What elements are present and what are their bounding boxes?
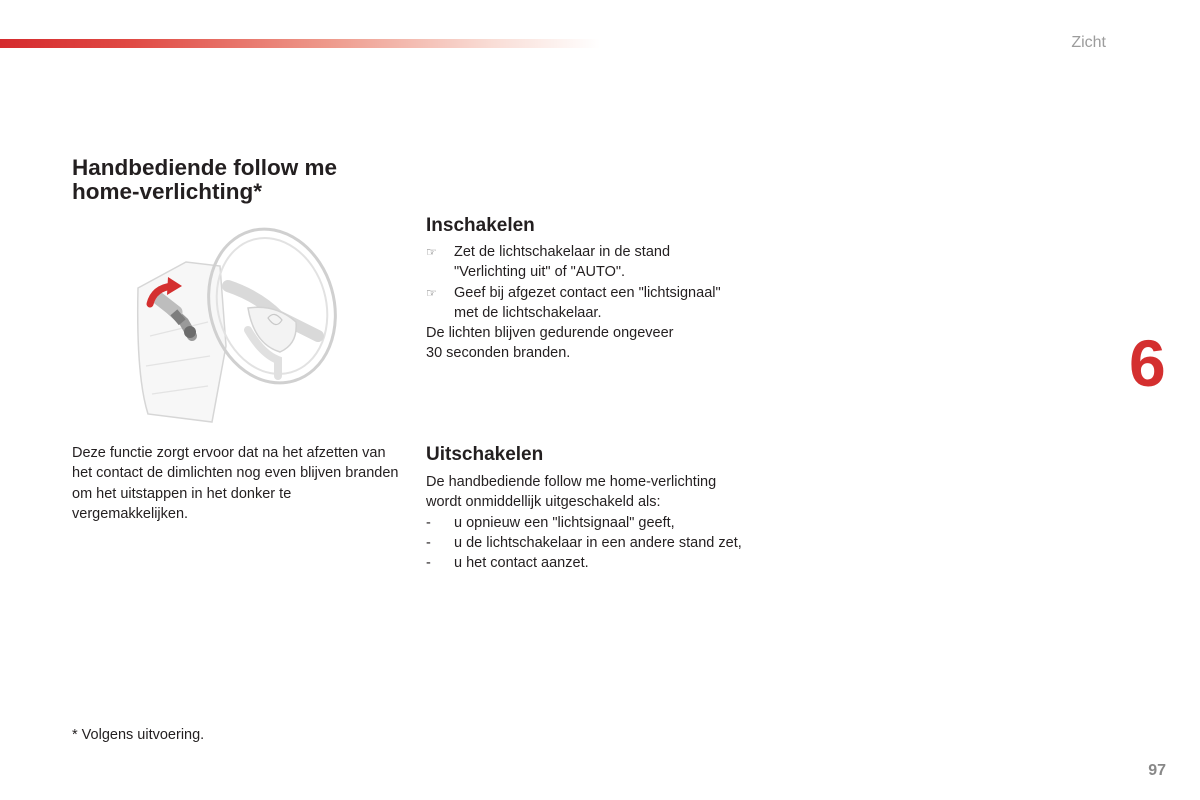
dash-marker: - [426,555,431,572]
intro-line: De handbediende follow me home-verlichting [426,474,717,490]
dash-marker: - [426,534,431,551]
page-title [72,156,402,204]
step-text [454,242,766,283]
step-text [454,283,766,324]
pointing-hand-icon: ☞ [426,285,437,300]
step-item [426,242,766,283]
uitschakelen-content [426,472,766,573]
header-accent-bar [0,39,600,48]
step-line: "Verlichting uit" of "AUTO". [454,264,626,281]
footnote: * Volgens uitvoering. [72,727,205,743]
pointing-hand-icon: ☞ [426,245,437,259]
step-line: Zet de lichtschakelaar in de stand [454,244,671,260]
note-line: De lichten blijven gedurende ongeveer [426,325,674,342]
uitschakelen-intro [426,472,766,513]
step-line: met de lichtschakelaar. [454,304,602,321]
section-label: Zicht [1071,34,1106,51]
steering-wheel-lighting-stalk-icon [128,226,342,426]
step-line: Geef bij afgezet contact een "lichtsignaal" [454,284,721,301]
list-item [426,533,766,553]
dash-marker: - [426,514,431,531]
inschakelen-note [426,323,766,364]
intro-line: wordt onmiddellijk uitgeschakeld als: [426,494,661,511]
page-number: 97 [1148,762,1166,779]
heading-inschakelen: Inschakelen [426,215,535,236]
chapter-number: 6 [1129,326,1166,400]
heading-uitschakelen: Uitschakelen [426,444,544,465]
list-item-text: u opnieuw een "lichtsignaal" geeft, [454,514,675,531]
step-item [426,283,766,324]
title-line-2: home-verlichting* [72,179,263,204]
title-line-1: Handbediende follow me [72,155,338,180]
list-item-text: u de lichtschakelaar in een andere stand zet, [454,534,742,551]
inschakelen-steps [426,242,766,364]
list-item-text: u het contact aanzet. [454,555,589,572]
note-line: 30 seconden branden. [426,345,571,362]
list-item [426,553,766,573]
list-item [426,513,766,533]
description-paragraph: Deze functie zorgt ervoor dat na het afzetten van het contact de dimlichten nog even blijven branden om het uitstappen in het donker te vergemakkelijken. [72,445,399,522]
